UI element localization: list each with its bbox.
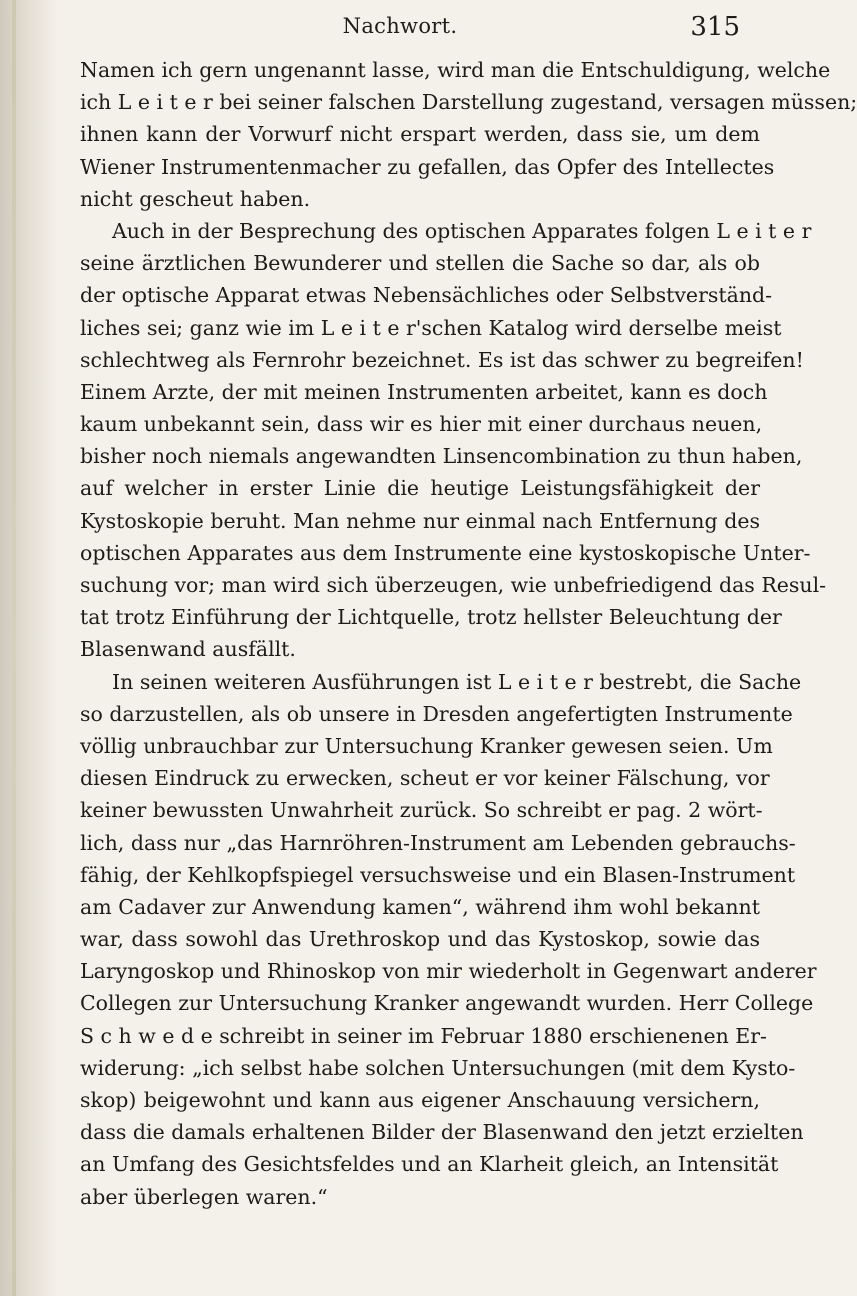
- body-text: [80, 54, 857, 1213]
- page-number: 315: [690, 12, 740, 42]
- text-line: widerung: „ich selbst habe solchen Untersuchungen (mit dem Kysto-: [80, 1055, 796, 1080]
- text-line: völlig unbrauchbar zur Untersuchung Kranker gewesen seien. Um: [80, 733, 773, 758]
- text-line: fähig, der Kehlkopfspiegel versuchsweise und ein Blasen-Instrument: [80, 862, 796, 887]
- text-line: S c h w e d e schreibt in seiner im Februar 1880 erschienenen Er-: [80, 1023, 767, 1048]
- page-header: [0, 8, 800, 48]
- text-line: aber überlegen waren.“: [80, 1184, 328, 1209]
- text-line: kaum unbekannt sein, dass wir es hier mit einer durchaus neuen,: [80, 412, 763, 437]
- text-line: nicht gescheut haben.: [80, 186, 311, 211]
- text-line: an Umfang des Gesichtsfeldes und an Klarheit gleich, an Intensität: [80, 1152, 779, 1177]
- text-line: Collegen zur Untersuchung Kranker angewandt wurden. Herr College: [80, 991, 814, 1016]
- text-line: lich, dass nur „das Harnröhren-Instrument am Lebenden gebrauchs-: [80, 830, 796, 855]
- binding-edge: [12, 0, 16, 1296]
- text-line: seine ärztlichen Bewunderer und stellen die Sache so dar, als ob: [80, 251, 760, 276]
- text-line: Namen ich gern ungenannt lasse, wird man die Entschuldigung, welche: [80, 58, 831, 82]
- text-line: tat trotz Einführung der Lichtquelle, trotz hellster Beleuchtung der: [80, 605, 782, 630]
- text-line: Kystoskopie beruht. Man nehme nur einmal nach Entfernung des: [80, 508, 760, 533]
- text-line: Laryngoskop und Rhinoskop von mir wiederholt in Gegenwart anderer: [80, 959, 817, 984]
- running-head: Nachwort.: [342, 14, 458, 38]
- text-line: suchung vor; man wird sich überzeugen, wie unbefriedigend das Resul-: [80, 573, 827, 597]
- text-line: schlechtweg als Fernrohr bezeichnet. Es ist das schwer zu begreifen!: [80, 347, 804, 372]
- text-line: skop) beigewohnt und kann aus eigener Anschauung versichern,: [80, 1088, 760, 1112]
- text-line: liches sei; ganz wie im L e i t e r'schen Katalog wird derselbe meist: [80, 315, 782, 340]
- text-line: der optische Apparat etwas Nebensächliches oder Selbstverständ-: [80, 283, 773, 308]
- text-line: bisher noch niemals angewandten Linsencombination zu thun haben,: [80, 444, 803, 469]
- text-line: diesen Eindruck zu erwecken, scheut er vor keiner Fälschung, vor: [80, 766, 770, 791]
- text-line: so darzustellen, als ob unsere in Dresden angefertigten Instrumente: [80, 701, 793, 726]
- text-line: Wiener Instrumentenmacher zu gefallen, das Opfer des Intellectes: [80, 154, 775, 179]
- text-line: ich L e i t e r bei seiner falschen Darstellung zugestand, versagen müssen;: [80, 90, 857, 115]
- text-line: ihnen kann der Vorwurf nicht erspart werden, dass sie, um dem: [80, 122, 760, 147]
- text-line: Blasenwand ausfällt.: [80, 637, 296, 662]
- text-line: am Cadaver zur Anwendung kamen“, während ihm wohl bekannt: [80, 894, 760, 919]
- text-line: keiner bewussten Unwahrheit zurück. So schreibt er pag. 2 wört-: [80, 798, 763, 823]
- text-line: Einem Arzte, der mit meinen Instrumenten arbeitet, kann es doch: [80, 379, 768, 404]
- text-line: auf welcher in erster Linie die heutige Leistungsfähigkeit der: [80, 476, 760, 501]
- text-line: In seinen weiteren Ausführungen ist L e i t e r bestrebt, die Sache: [112, 669, 802, 694]
- text-line: war, dass sowohl das Urethroskop und das Kystoskop, sowie das: [80, 927, 760, 952]
- text-line: optischen Apparates aus dem Instrumente eine kystoskopische Unter-: [80, 540, 811, 565]
- text-line: dass die damals erhaltenen Bilder der Blasenwand den jetzt erzielten: [80, 1120, 804, 1145]
- page-gutter-shadow: [0, 0, 58, 1296]
- text-line: Auch in der Besprechung des optischen Apparates folgen L e i t e r: [112, 218, 812, 243]
